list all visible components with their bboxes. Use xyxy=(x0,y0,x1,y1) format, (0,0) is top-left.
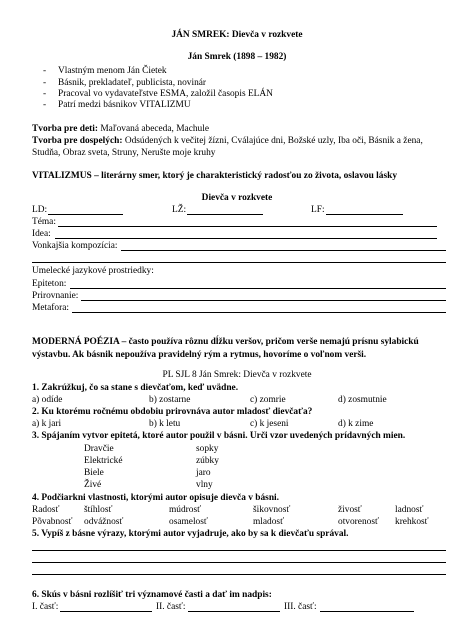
q6-part1-label: I. časť: xyxy=(32,602,59,612)
works-adults-line1: Odsúdených k večitej žízni, Cválajúce dni, Božské uzly, Iba oči, Básnik a žena, xyxy=(124,136,423,146)
q3-right-item[interactable]: zúbky xyxy=(196,456,219,466)
q4-text: 4. Podčiarkni vlastnosti, ktorými autor opisuje dievča v básni. xyxy=(32,493,279,503)
q6-part2-field[interactable] xyxy=(188,611,280,612)
q3-left-item[interactable]: Dravčie xyxy=(84,444,114,454)
q3-left-item[interactable]: Živé xyxy=(84,480,102,490)
moderna-line1: MODERNÁ POÉZIA – často používa rôznu dĺžku veršov, pričom verše nemajú prísnu sylabickú xyxy=(32,337,419,347)
worksheet-title: PL SJL 8 Ján Smrek: Dievča v rozkvete xyxy=(162,370,312,380)
bio-item: Patrí medzi básnikov VITALIZMU xyxy=(58,100,191,110)
prostriedky-label: Umelecké jazykové prostriedky: xyxy=(32,266,154,276)
q5-answer-line[interactable] xyxy=(32,550,446,551)
bio-bullet: - xyxy=(43,78,47,88)
q4-word[interactable]: múdrosť xyxy=(169,505,202,515)
works-children-label: Tvorba pre deti: xyxy=(32,124,98,134)
q3-right-item[interactable]: vlny xyxy=(196,480,213,490)
tema-label: Téma: xyxy=(32,217,56,227)
q4-word[interactable]: štíhlosť xyxy=(84,505,113,515)
q4-word[interactable]: ladnosť xyxy=(395,505,424,515)
q3-right-item[interactable]: jaro xyxy=(196,468,211,478)
q5-text: 5. Vypíš z básne výrazy, ktorými autor vyjadruje, ako by sa k dievčaťu správal. xyxy=(32,529,349,539)
bio-item: Vlastným menom Ján Čietek xyxy=(58,66,167,76)
q6-text: 6. Skús v básni rozlíšiť tri významové časti a dať im nadpis: xyxy=(32,590,272,600)
epiteton-field[interactable] xyxy=(70,288,446,289)
bio-item: Pracoval vo vydavateľstve ESMA, založil časopis ELÁN xyxy=(58,89,273,99)
bio-bullet: - xyxy=(43,89,47,99)
vitalizmus-definition: VITALIZMUS – literárny smer, ktorý je charakteristický radosťou zo života, oslavou lásky xyxy=(32,171,398,181)
q5-answer-line[interactable] xyxy=(32,574,446,575)
q4-word[interactable]: osamelosť xyxy=(169,517,208,527)
works-children xyxy=(32,124,209,135)
q6-part3-field[interactable] xyxy=(320,611,414,612)
q4-word[interactable]: živosť xyxy=(338,505,362,515)
page-title: JÁN SMREK: Dievča v rozkvete xyxy=(171,30,303,40)
bio-bullet: - xyxy=(43,100,47,110)
q2-option-d[interactable]: d) k zime xyxy=(338,419,374,429)
q4-word[interactable]: odvážnosť xyxy=(84,517,124,527)
moderna-line2: výstavbu. Ak básnik nepoužíva pravidelný rým a rytmus, hovoríme o voľnom verši. xyxy=(32,350,367,360)
q6-part2-label: II. časť: xyxy=(156,602,186,612)
q2-option-a[interactable]: a) k jari xyxy=(32,419,62,429)
author-heading: Ján Smrek (1898 – 1982) xyxy=(187,52,287,62)
metafora-field[interactable] xyxy=(72,312,446,313)
lf-label: LF: xyxy=(311,205,325,215)
q3-left-item[interactable]: Elektrické xyxy=(84,456,123,466)
ld-field[interactable] xyxy=(48,214,123,215)
works-adults-line2: Studňa, Obraz sveta, Struny, Nerušte moje kruhy xyxy=(32,148,216,158)
prirovnanie-label: Prirovnanie: xyxy=(32,291,79,301)
kompozicia-field-2[interactable] xyxy=(32,262,446,263)
works-adults-label: Tvorba pre dospelých: xyxy=(32,136,123,146)
q4-word[interactable]: šikovnosť xyxy=(253,505,291,515)
form-title: Dievča v rozkvete xyxy=(201,193,273,203)
idea-label: Idea: xyxy=(32,229,51,239)
q4-word[interactable]: krehkosť xyxy=(395,517,429,527)
q1-option-d[interactable]: d) zosmutnie xyxy=(338,395,387,405)
tema-field[interactable] xyxy=(58,226,437,227)
q2-option-b[interactable]: b) k letu xyxy=(149,419,181,429)
lz-label: LŽ: xyxy=(172,205,187,215)
q3-left-item[interactable]: Biele xyxy=(84,468,104,478)
q6-part3-label: III. časť: xyxy=(284,602,317,612)
ld-label: LD: xyxy=(32,205,48,215)
q1-option-b[interactable]: b) zostarne xyxy=(149,395,191,405)
bio-item: Básnik, prekladateľ, publicista, novinár xyxy=(58,78,207,88)
q1-option-a[interactable]: a) odíde xyxy=(32,395,63,405)
q2-option-c[interactable]: c) k jeseni xyxy=(250,419,289,429)
idea-field[interactable] xyxy=(55,238,437,239)
metafora-label: Metafora: xyxy=(32,303,69,313)
kompozicia-field[interactable] xyxy=(121,250,446,251)
q6-part1-field[interactable] xyxy=(60,611,152,612)
q4-word[interactable]: Põvabnosť xyxy=(32,517,73,527)
lf-field[interactable] xyxy=(326,214,403,215)
prirovnanie-field[interactable] xyxy=(81,300,446,301)
lz-field[interactable] xyxy=(187,214,263,215)
q1-text: 1. Zakrúžkuj, čo sa stane s dievčaťom, keď uvädne. xyxy=(32,383,239,393)
kompozicia-label: Vonkajšia kompozícia: xyxy=(32,241,118,251)
q5-answer-line[interactable] xyxy=(32,562,446,563)
epiteton-label: Epiteton: xyxy=(32,279,67,289)
q4-word[interactable]: mladosť xyxy=(253,517,285,527)
q4-word[interactable]: otvorenosť xyxy=(338,517,379,527)
q2-text: 2. Ku ktorému ročnému obdobiu prirovnáva autor mladosť dievčaťa? xyxy=(32,407,313,417)
works-children-text: Maľovaná abeceda, Machule xyxy=(100,124,210,134)
q3-right-item[interactable]: sopky xyxy=(196,444,219,454)
bio-bullet: - xyxy=(43,66,47,76)
q4-word[interactable]: Radosť xyxy=(32,505,60,515)
q1-option-c[interactable]: c) zomrie xyxy=(250,395,286,405)
works-adults xyxy=(32,136,423,147)
q3-text: 3. Spájaním vytvor epitetá, ktoré autor použil v básni. Urči vzor uvedených prídavných mien. xyxy=(32,431,406,441)
